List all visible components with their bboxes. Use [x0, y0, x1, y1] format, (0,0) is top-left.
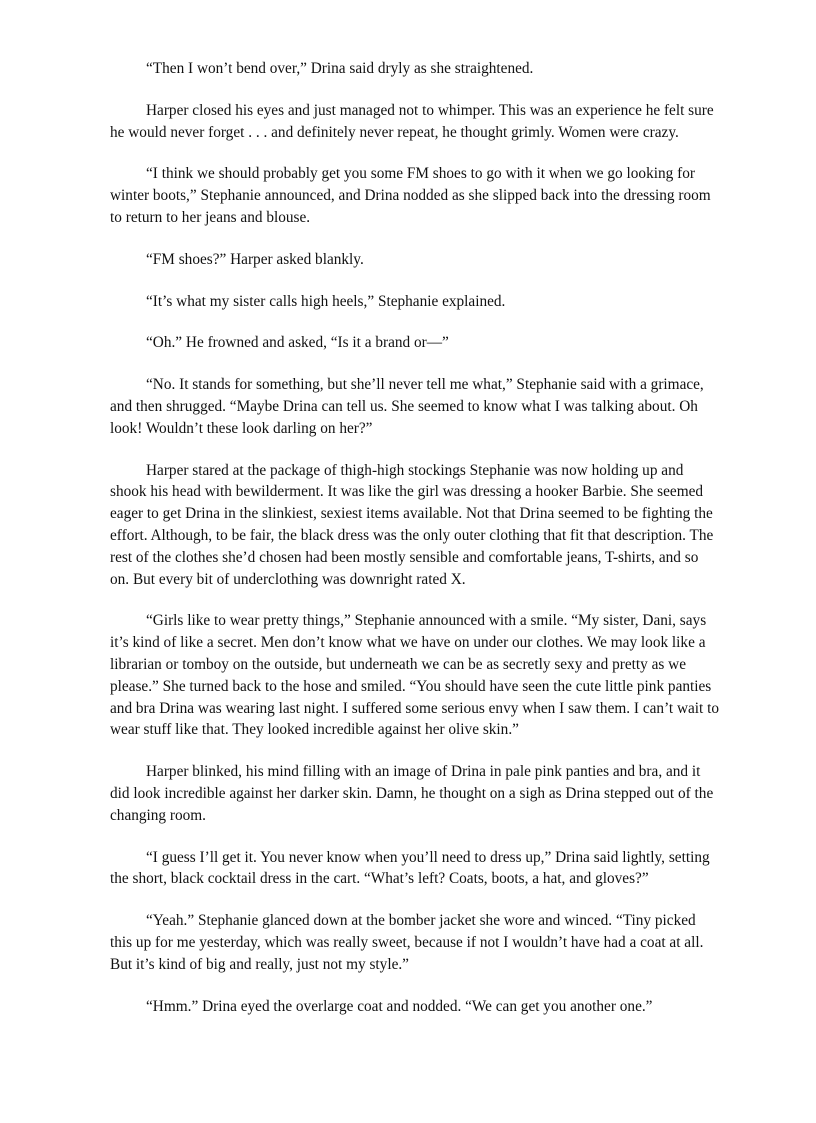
paragraph-8: Harper stared at the package of thigh-high stockings Stephanie was now holding up and shook his head with bewilderment. It was like the girl was dressing a hooker Barbie. She seemed eager to get Drina in the slinkiest, sexiest items available. Not that Drina seemed to be fighting the effort. Although, to be fair, the black dress was the only outer clothing that fit that description. The rest of the clothes she’d chosen had been mostly sensible and comfortable jeans, T-shirts, and so on. But every bit of underclothing was downright rated X. — [110, 461, 714, 588]
paragraph-7: “No. It stands for something, but she’ll never tell me what,” Stephanie said with a grimace, and then shrugged. “Maybe Drina can tell us. She seemed to know what I was talking about. Oh look! Wouldn’t these look darling on her?” — [110, 376, 704, 437]
paragraph-10: Harper blinked, his mind filling with an image of Drina in pale pink panties and bra, and it did look incredible against her darker skin. Damn, he thought on a sigh as Drina stepped out of the changing room. — [110, 763, 714, 824]
paragraph-1: “Then I won’t bend over,” Drina said dryly as she straightened. — [146, 60, 534, 77]
paragraph-5: “It’s what my sister calls high heels,” Stephanie explained. — [146, 292, 506, 310]
paragraph-3: “I think we should probably get you some FM shoes to go with it when we go looking for winter boots,” Stephanie announced, and Drina nodded as she slipped back into the dressing room to return to her jeans and blouse. — [110, 165, 711, 226]
paragraph-11: “I guess I’ll get it. You never know when you’ll need to dress up,” Drina said lightly, setting the short, black cocktail dress in the cart. “What’s left? Coats, boots, a hat, and gloves?” — [110, 848, 710, 888]
paragraph-4: “FM shoes?” Harper asked blankly. — [146, 250, 364, 268]
paragraph-6: “Oh.” He frowned and asked, “Is it a brand or—” — [146, 334, 449, 352]
paragraph-13: “Hmm.” Drina eyed the overlarge coat and nodded. “We can get you another one.” — [146, 997, 653, 1015]
paragraph-12: “Yeah.” Stephanie glanced down at the bomber jacket she wore and winced. “Tiny picked this up for me yesterday, which was really sweet, because if not I wouldn’t have had a coat at all. But it’s kind of big and really, just not my style.” — [110, 912, 704, 973]
paragraph-9: “Girls like to wear pretty things,” Stephanie announced with a smile. “My sister, Dani, says it’s kind of like a secret. Men don’t know what we have on under our clothes. We may look like a librarian or tomboy on the outside, but underneath we can be as secretly sexy and pretty as we please.” She turned back to the hose and smiled. “You should have seen the cute little pink panties and bra Drina was wearing last night. I suffered some serious envy when I saw them. I can’t wait to wear stuff like that. They looked incredible against her olive skin.” — [110, 612, 720, 739]
document-page — [110, 58, 720, 1037]
paragraph-2: Harper closed his eyes and just managed not to whimper. This was an experience he felt sure he would never forget . . . and definitely never repeat, he thought grimly. Women were crazy. — [110, 101, 714, 141]
